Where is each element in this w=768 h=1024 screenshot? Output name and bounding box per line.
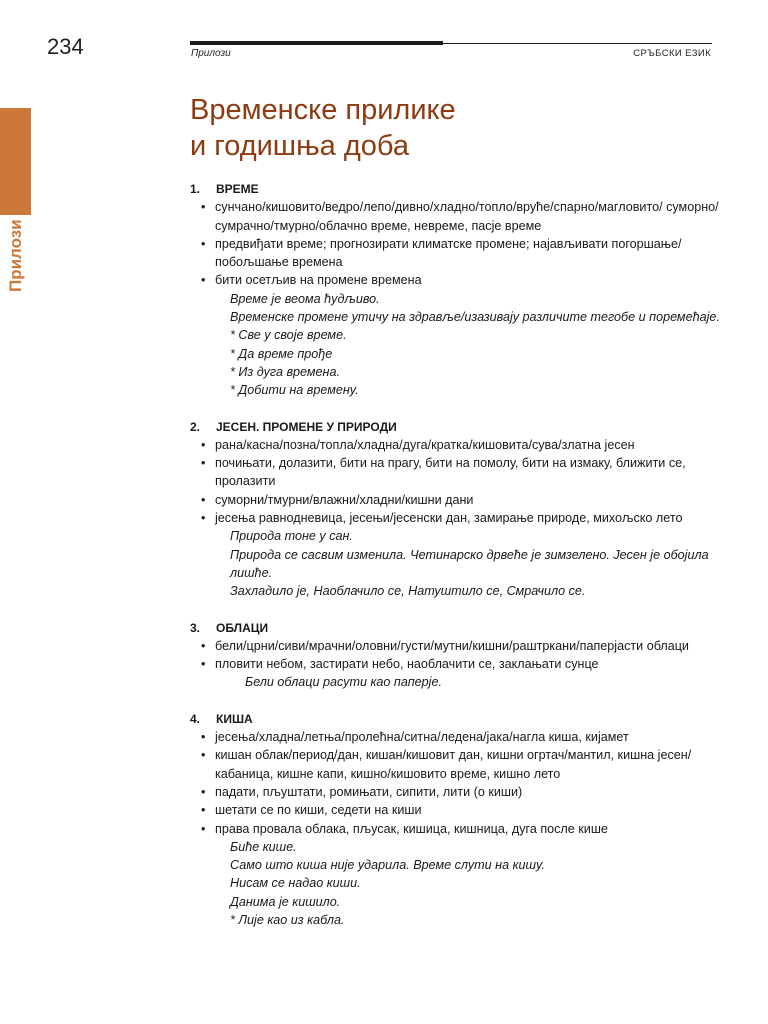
section-number: 1.: [190, 182, 201, 196]
page-title-line-1: Временске прилике: [190, 94, 456, 126]
example-line: Само што киша није ударила. Време слути на кишу.: [230, 858, 545, 873]
list-item: • сунчано/кишовито/ведро/лепо/дивно/хладно/топло/вруће/спарно/магловито/ суморно/сумрачно/тмурно/облачно време, невреме, пасје време: [190, 198, 720, 235]
example-line: Данима је кишило.: [230, 894, 341, 909]
bullet-list: [190, 728, 720, 838]
section-weather: [190, 180, 720, 400]
example-line: Захладило је, Наоблачило се, Натуштило се, Смрачило се.: [230, 584, 586, 599]
list-item: • суморни/тмурни/влажни/хладни/кишни дани: [190, 491, 720, 509]
list-item: • права провала облака, пљусак, кишица, кишница, дуга после кише: [190, 820, 720, 838]
section-heading: [190, 180, 720, 198]
example-line: * Све у своје време.: [230, 328, 347, 343]
example-line: Нисам се надао киши.: [230, 876, 361, 891]
list-item: • јесења равнодневица, јесењи/јесенски дан, замирање природе, михољско лето: [190, 509, 720, 527]
list-item: • кишан облак/период/дан, кишан/кишовит дан, кишни огртач/мантил, кишна јесен/кабаница, кишне капи, кишно/кишовито време, кишно лето: [190, 746, 720, 783]
example-line: Природа тоне у сан.: [230, 529, 353, 544]
list-item: • јесења/хладна/летња/пролећна/ситна/ледена/јака/нагла киша, кијамет: [190, 728, 720, 746]
section-rain: [190, 710, 720, 930]
section-heading: [190, 619, 720, 637]
content: [190, 180, 720, 947]
example-line: Време је веома ћудљиво.: [230, 291, 380, 306]
running-header-left: Прилози: [191, 48, 231, 59]
side-tab-label: Прилози: [6, 219, 25, 292]
example-line: Бели облаци расути као паперје.: [245, 675, 442, 690]
header-rule-thick: [190, 41, 443, 45]
list-item: • шетати се по киши, седети на киши: [190, 801, 720, 819]
list-item: • пловити небом, застирати небо, наоблачити се, заклањати сунце: [190, 655, 720, 673]
bullet-list: [190, 436, 720, 527]
list-item: • предвиђати време; прогнозирати климатске промене; најављивати погоршање/ побољшање времена: [190, 235, 720, 272]
section-heading: [190, 710, 720, 728]
side-tab: [0, 108, 31, 215]
bullet-list: [190, 198, 720, 289]
example-line: Биће кише.: [230, 839, 297, 854]
list-item: • почињати, долазити, бити на прагу, бити на помолу, бити на измаку, ближити се, пролазити: [190, 454, 720, 491]
section-title: ЈЕСЕН. ПРОМЕНЕ У ПРИРОДИ: [216, 419, 397, 434]
section-number: 4.: [190, 711, 201, 726]
bullet-list: [190, 637, 720, 674]
section-title: КИША: [216, 711, 253, 726]
list-item: • падати, пљуштати, ромињати, сипити, лити (о киши): [190, 783, 720, 801]
example-line: * Да време прође: [230, 346, 333, 361]
page-title-line-2: и годишња доба: [190, 130, 409, 162]
list-item: • бити осетљив на промене времена: [190, 271, 720, 289]
header-rule-thin: [443, 43, 712, 44]
example-line: * Из дуга времена.: [230, 364, 340, 379]
section-number: 2.: [190, 419, 201, 434]
example-line: Природа се сасвим изменила. Четинарско дрвеће је зимзелено. Јесен је обојила лишће.: [230, 547, 709, 580]
section-heading: [190, 418, 720, 436]
section-number: 3.: [190, 620, 201, 635]
page-title: [190, 92, 456, 164]
list-item: • бели/црни/сиви/мрачни/оловни/густи/мутни/кишни/раштркани/паперјасти облаци: [190, 637, 720, 655]
list-item: • рана/касна/позна/топла/хладна/дуга/кратка/кишовита/сува/златна јесен: [190, 436, 720, 454]
section-title: ОБЛАЦИ: [216, 620, 269, 635]
section-autumn: [190, 418, 720, 601]
example-line: * Добити на времену.: [230, 383, 359, 398]
example-line: Временске промене утичу на здравље/изазивају различите тегобе и поремећаје.: [230, 310, 720, 325]
example-line: * Лије као из кабла.: [230, 912, 345, 927]
section-title: ВРЕМЕ: [216, 182, 259, 196]
section-clouds: [190, 619, 720, 692]
page-number: 234: [47, 34, 84, 59]
running-header-right: СРЪБСКИ ЕЗИК: [633, 48, 711, 59]
